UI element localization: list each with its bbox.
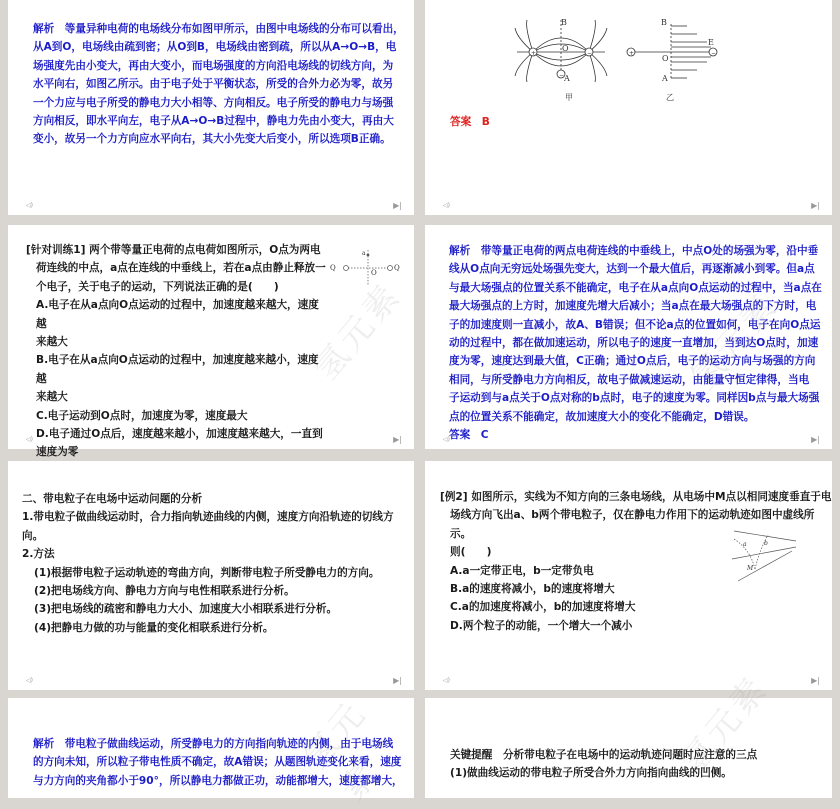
sound-icon[interactable]: ◁): [443, 436, 450, 443]
sound-icon[interactable]: ◁): [26, 436, 33, 443]
text-line: 线从O点向无穷远处场强先变大，达到一个最大值后，再逐渐减小到零。但a点: [449, 263, 815, 276]
option-b-cont: 来越大: [36, 391, 68, 404]
text-line: 解析 带等量正电荷的两点电荷连线的中垂线上，中点O处的场强为零，沿中垂: [449, 245, 819, 257]
method-item: 1.带电粒子做曲线运动时，合力指向轨迹曲线的内侧，速度方向沿轨迹的切线方向。: [22, 511, 394, 542]
label-b: b: [764, 540, 768, 547]
method-text: [22, 490, 412, 637]
answer-text: 答案 C: [449, 429, 489, 442]
text-line: 方向相反，即水平向左，电子从A→O→B过程中，静电力先由小变大，再由大: [33, 115, 394, 128]
field-lines-figure-yi: [625, 20, 720, 82]
label-a-point: a: [362, 250, 366, 257]
trajectory-figure: [730, 529, 800, 585]
field-lines-figure-jia: [515, 18, 607, 83]
label-o-point: O: [371, 269, 377, 277]
text-line: 的方向未知，所以粒子带电性质不确定，故A错误；从题图轨迹变化来看，速度: [33, 756, 402, 769]
text-line: 最大场强点的上方时，加速度先增大后减小；当a点在最大场强点的下方时，电: [449, 300, 817, 313]
slide-6-example-question[interactable]: [425, 461, 832, 690]
label-b: B: [561, 18, 567, 27]
svg-text:−: −: [711, 50, 717, 57]
method-sub-item: (1)根据带电粒子运动轨迹的弯曲方向，判断带电粒子所受静电力的方向。: [34, 566, 380, 579]
text-line: 子运动到与a点关于O点对称的b点时，电子的速度为零。同样因b点与最大场强: [449, 392, 820, 405]
question-line: 个电子，关于电子的运动，下列说法正确的是( ): [36, 280, 279, 293]
two-charges-figure: [338, 248, 398, 288]
option-a[interactable]: A.a一定带正电，b一定带负电: [450, 564, 594, 577]
slide-1-analysis[interactable]: [8, 0, 414, 215]
svg-text:−: −: [559, 72, 565, 79]
option-a-cont: 来越大: [36, 336, 68, 349]
analysis-text: [33, 735, 413, 790]
method-sub-item: (2)把电场线方向、静电力方向与电性相联系进行分析。: [34, 585, 295, 598]
svg-text:+: +: [629, 50, 635, 57]
text-line: 点的位置关系不能确定，故加速度大小的变化不能确定，D错误。: [449, 410, 755, 423]
option-d[interactable]: D.两个粒子的动能，一个增大一个减小: [450, 619, 633, 632]
reminder-item: (1)做曲线运动的带电粒子所受合外力方向指向曲线的凹侧。: [450, 767, 732, 780]
question-line: [针对训练1] 两个带等量正电荷的点电荷如图所示，O点为两电: [26, 244, 321, 256]
question-line: [例2] 如图所示，实线为不知方向的三条电场线，从电场中M点以相同速度垂直于电: [440, 491, 832, 503]
reminder-text: [450, 746, 830, 783]
text-line: 从A到O，电场线由疏到密；从O到B，电场线由密到疏，所以从A→O→B，电: [33, 41, 397, 54]
option-c[interactable]: C.a的加速度将减小，b的加速度将增大: [450, 601, 636, 614]
watermark: 氢元素: [295, 693, 389, 809]
play-end-icon[interactable]: ▶|: [393, 676, 402, 685]
text-line: 相同，与所受静电力方向相反，故电子做减速运动，由能量守恒定律得，当电: [449, 373, 810, 386]
label-o: O: [562, 44, 569, 53]
text-line: 度为零，速度达到最大值，C正确；通过O点后，电子的运动方向与场强的方向: [449, 355, 816, 368]
label-a2: A: [662, 74, 668, 83]
slide-5-method[interactable]: [8, 461, 414, 690]
analysis-text: [449, 242, 829, 444]
analysis-text: [33, 20, 413, 149]
watermark: 氢元素: [682, 285, 787, 399]
text-line: 动的过程中，都在做加速运动，所以电子的速度一直增加，当到达O点时，加速: [449, 337, 819, 350]
play-end-icon[interactable]: ▶|: [811, 435, 820, 444]
label-q-right: Q: [394, 264, 400, 272]
text-line: 变小，故另一个力方向应水平向右，其大小先变大后变小，所以选项B正确。: [33, 133, 391, 146]
option-a[interactable]: A.电子在从a点向O点运动的过程中，加速度越来越大，速度越: [36, 299, 319, 330]
method-sub-item: (4)把静电力做的功与能量的变化相联系进行分析。: [34, 621, 274, 634]
slide-8-key-reminder[interactable]: [425, 668, 832, 798]
play-end-icon[interactable]: ▶|: [393, 201, 402, 210]
question-line: 则( ): [450, 546, 492, 559]
slide-4-analysis[interactable]: [425, 225, 832, 449]
slide-3-practice-question[interactable]: [8, 225, 414, 459]
answer-text: 答案 B: [450, 116, 490, 128]
svg-text:−: −: [587, 50, 593, 57]
label-q-left: Q: [330, 264, 336, 272]
play-end-icon[interactable]: ▶|: [811, 676, 820, 685]
sound-icon[interactable]: ◁): [26, 202, 33, 209]
question-line: 荷连线的中点，a点在连线的中垂线上，若在a点由静止释放一: [36, 262, 326, 275]
reminder-heading: 关键提醒 分析带电粒子在电场中的运动轨迹问题时应注意的三点: [450, 749, 758, 761]
caption-yi: 乙: [666, 93, 674, 102]
caption-jia: 甲: [565, 93, 573, 102]
play-end-icon[interactable]: ▶|: [393, 435, 402, 444]
label-a: A: [564, 74, 570, 83]
option-b[interactable]: B.a的速度将减小，b的速度将增大: [450, 583, 615, 596]
sound-icon[interactable]: ◁): [443, 202, 450, 209]
text-line: 子的加速度则一直减小，故A、B错误；但不论a点的位置如何，电子在向O点运: [449, 318, 821, 331]
slide-2-figure-answer[interactable]: [425, 0, 832, 215]
watermark: 氢元素: [672, 668, 777, 782]
question-line: 场线方向飞出a、b两个带电粒子，仅在静电力作用下的运动轨迹如图中虚线所示。: [450, 509, 815, 540]
slide-7-analysis[interactable]: [8, 693, 414, 809]
text-line: 一个力应与电子所受的静电力大小相等、方向相反。电子所受的静电力与场强: [33, 96, 394, 109]
label-o2: O: [662, 54, 669, 63]
text-line: 解析 等量异种电荷的电场线分布如图甲所示，由图中电场线的分布可以看出，: [33, 23, 404, 35]
text-line: 场强度先由小变大，再由大变小，而电场强度的方向沿电场线的切线方向，为: [33, 59, 394, 72]
label-e: E: [708, 38, 714, 47]
option-c[interactable]: C.电子运动到O点时，加速度为零，速度最大: [36, 409, 248, 422]
watermark: 氢元素: [305, 275, 410, 389]
sound-icon[interactable]: ◁): [443, 677, 450, 684]
section-heading: 二、带电粒子在电场中运动问题的分析: [22, 493, 203, 505]
text-line: 与最大场强点的位置关系不能确定，电子在从a点向O点运动的过程中，当a点在: [449, 281, 822, 294]
option-b[interactable]: B.电子在从a点向O点运动的过程中，加速度越来越小，速度越: [36, 354, 319, 385]
question-text: [26, 241, 326, 462]
sound-icon[interactable]: ◁): [26, 677, 33, 684]
method-sub-item: (3)把电场线的疏密和静电力大小、加速度大小相联系进行分析。: [34, 603, 338, 616]
svg-text:+: +: [531, 50, 537, 57]
option-d[interactable]: D.电子通过O点后，速度越来越小，加速度越来越大，一直到: [36, 428, 323, 441]
label-a: a: [743, 541, 747, 548]
label-b2: B: [661, 18, 667, 27]
play-end-icon[interactable]: ▶|: [811, 201, 820, 210]
text-line: 与力方向的夹角都小于90°，所以静电力都做正功，动能都增大，速度都增大，: [33, 774, 403, 787]
option-d-cont: 速度为零: [36, 446, 79, 459]
text-line: 解析 带电粒子做曲线运动，所受静电力的方向指向轨迹的内侧，由于电场线: [33, 738, 394, 750]
method-item: 2.方法: [22, 548, 55, 561]
text-line: 水平向右，如图乙所示。由于电子处于平衡状态，所受的合外力必为零，故另: [33, 78, 394, 91]
label-m: M: [747, 565, 754, 572]
